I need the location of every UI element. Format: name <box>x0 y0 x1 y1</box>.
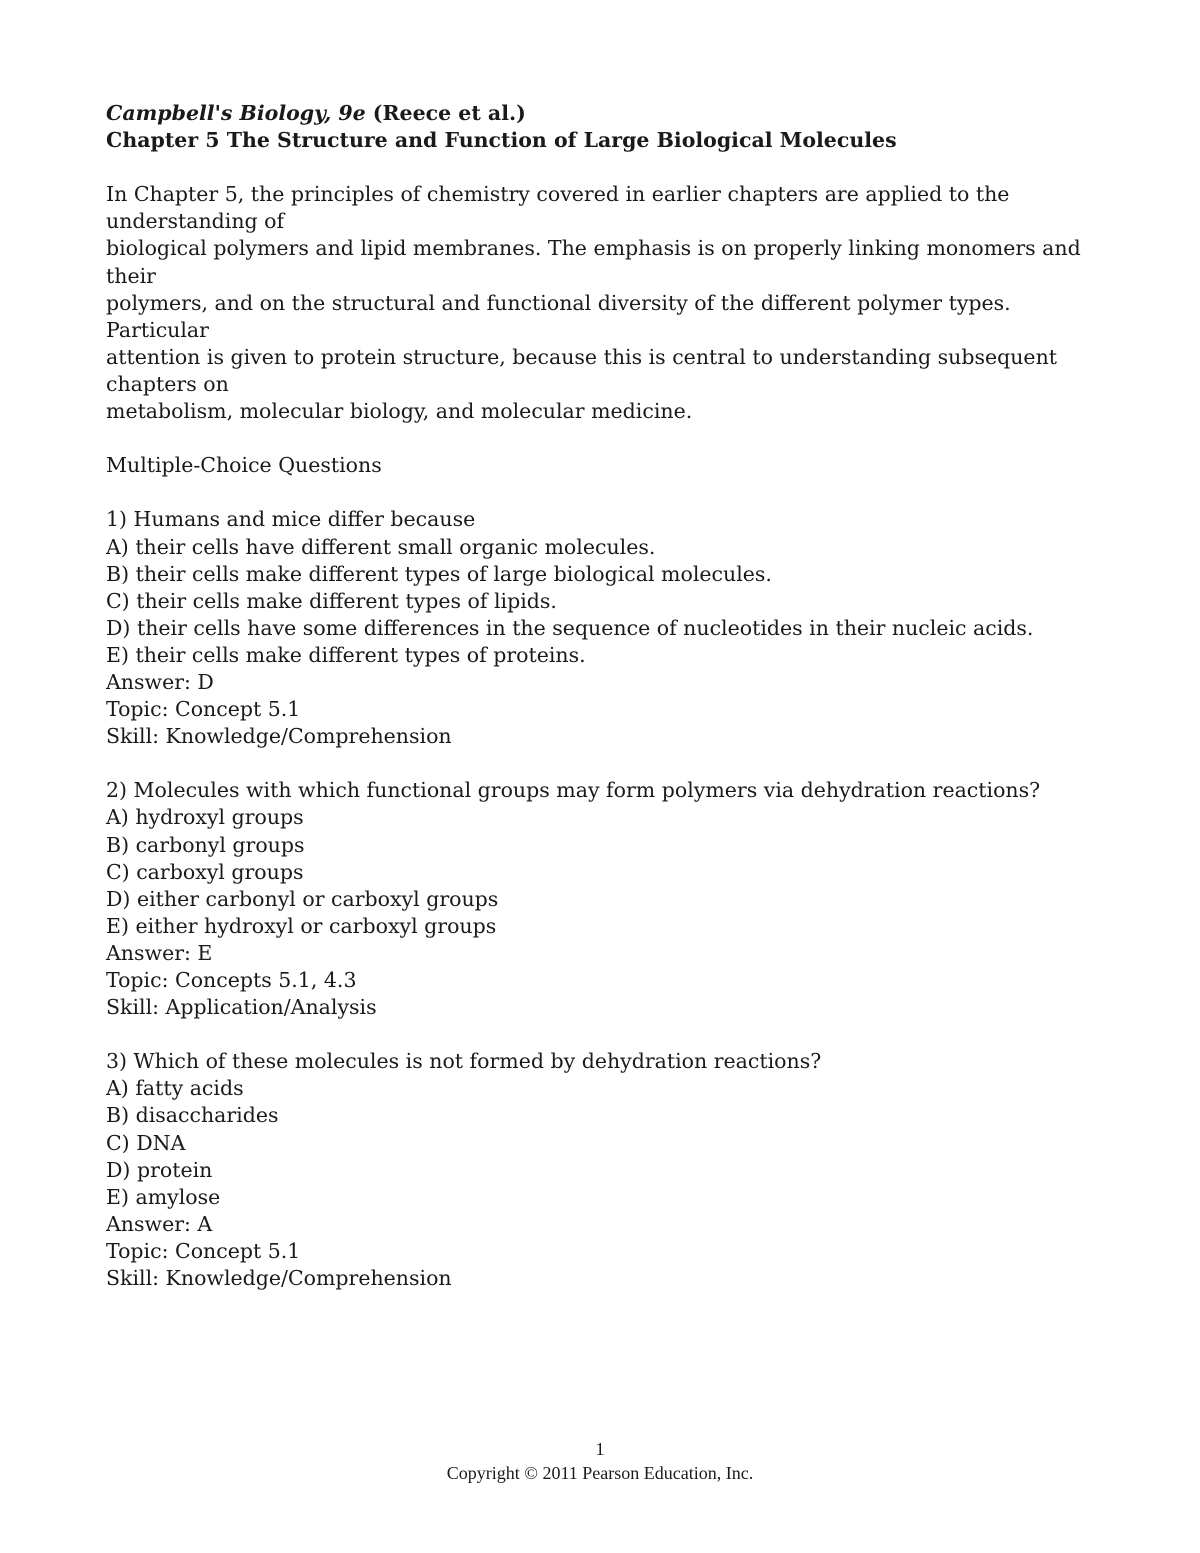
question-text: 3) Which of these molecules is not formed by dehydration reactions? <box>106 1049 822 1074</box>
answer-option: A) hydroxyl groups <box>106 805 304 830</box>
answer-option: A) fatty acids <box>106 1076 244 1101</box>
copyright-notice: Copyright © 2011 Pearson Education, Inc. <box>446 1463 754 1483</box>
answer-option: D) protein <box>106 1157 213 1182</box>
answer-option: B) carbonyl groups <box>106 832 305 857</box>
answer-key: Answer: A <box>106 1211 213 1236</box>
intro-line: biological polymers and lipid membranes. The emphasis is on properly linking monomers and their <box>106 236 1081 288</box>
book-title: Campbell's Biology, 9e <box>106 101 366 125</box>
chapter-title: Chapter 5 The Structure and Function of Large Biological Molecules <box>106 128 897 153</box>
question-block <box>106 506 1106 750</box>
question-text: 1) Humans and mice differ because <box>106 507 476 532</box>
book-authors: (Reece et al.) <box>365 101 526 125</box>
intro-line: attention is given to protein structure, because this is central to understanding subsequent chapters on <box>106 344 1058 396</box>
topic-line: Topic: Concept 5.1 <box>106 697 301 722</box>
question-block <box>106 777 1106 1021</box>
answer-option: A) their cells have different small organic molecules. <box>106 534 656 559</box>
answer-option: B) disaccharides <box>106 1103 279 1128</box>
answer-option: C) carboxyl groups <box>106 859 304 884</box>
answer-option: C) their cells make different types of lipids. <box>106 588 557 613</box>
answer-option: D) either carbonyl or carboxyl groups <box>106 886 499 911</box>
answer-option: C) DNA <box>106 1130 186 1155</box>
section-heading: Multiple-Choice Questions <box>106 453 382 478</box>
answer-key: Answer: E <box>106 940 213 965</box>
intro-line: polymers, and on the structural and functional diversity of the different polymer types. Particular <box>106 290 1011 342</box>
topic-line: Topic: Concepts 5.1, 4.3 <box>106 968 357 992</box>
skill-line: Skill: Knowledge/Comprehension <box>106 724 452 749</box>
answer-key: Answer: D <box>106 669 214 694</box>
question-block <box>106 1048 1106 1292</box>
intro-line: In Chapter 5, the principles of chemistry covered in earlier chapters are applied to the understanding of <box>106 182 1010 234</box>
answer-option: B) their cells make different types of large biological molecules. <box>106 561 772 586</box>
skill-line: Skill: Knowledge/Comprehension <box>106 1266 452 1291</box>
book-title-line <box>106 100 1106 127</box>
document-page <box>106 100 1106 1292</box>
answer-option: E) amylose <box>106 1184 221 1209</box>
question-text: 2) Molecules with which functional groups may form polymers via dehydration reactions? <box>106 778 1041 803</box>
intro-line: metabolism, molecular biology, and molecular medicine. <box>106 399 693 424</box>
answer-option: E) their cells make different types of proteins. <box>106 642 586 667</box>
answer-option: E) either hydroxyl or carboxyl groups <box>106 913 497 938</box>
page-number: 1 <box>595 1439 605 1459</box>
answer-option: D) their cells have some differences in the sequence of nucleotides in their nucleic acids. <box>106 615 1034 640</box>
topic-line: Topic: Concept 5.1 <box>106 1238 301 1263</box>
skill-line: Skill: Application/Analysis <box>106 995 377 1020</box>
chapter-intro <box>106 181 1106 425</box>
